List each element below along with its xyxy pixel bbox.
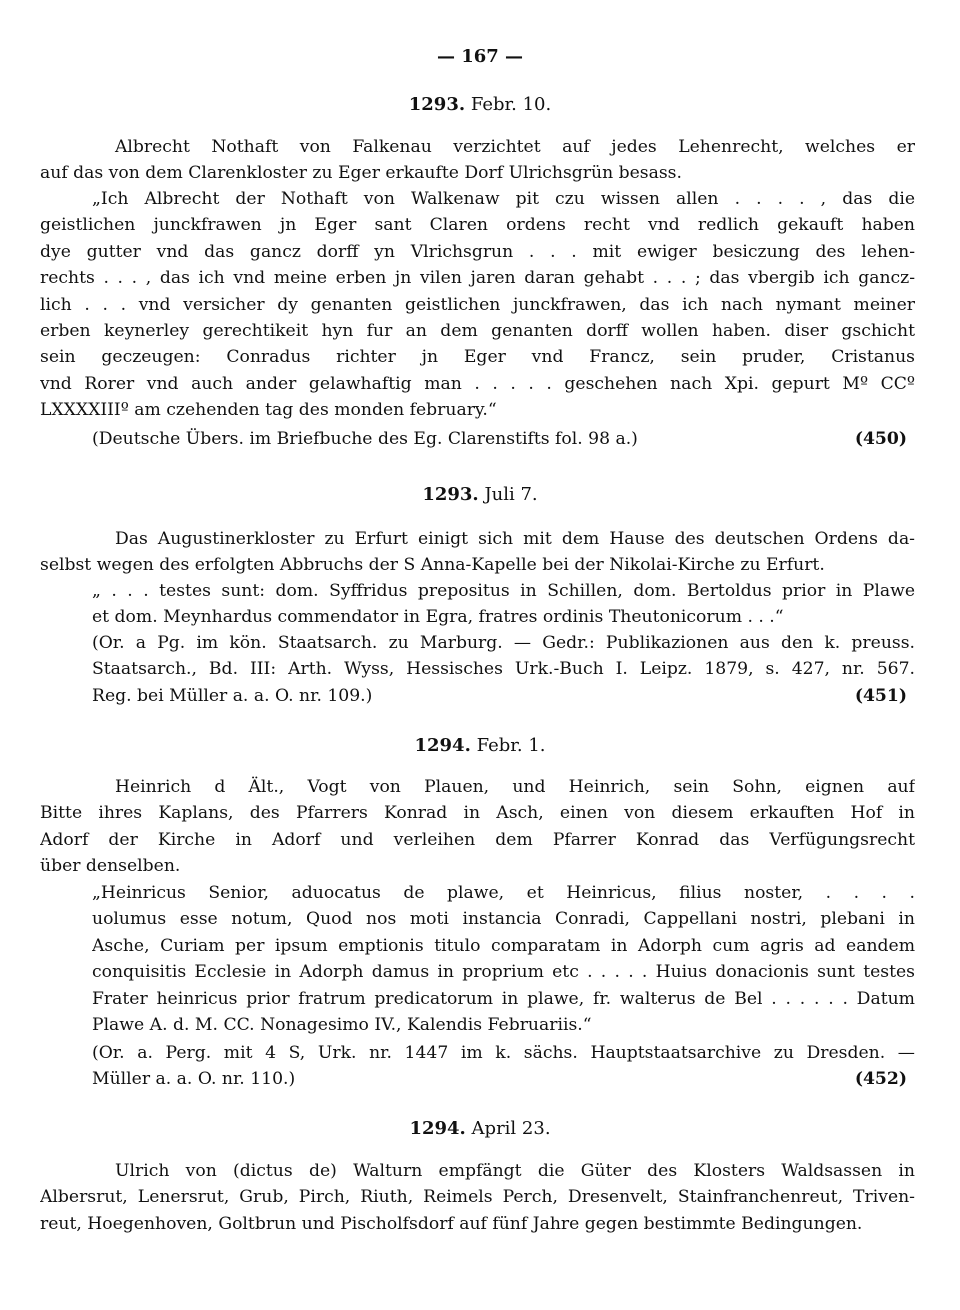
entry-number: (450): [854, 429, 907, 449]
text-line: rechts . . . , das ich vnd meine erben jn vilen jaren daran gehabt . . . ; das vbergib ich gancz-: [40, 268, 915, 289]
text-line: conquisitis Ecclesie in Adorph damus in proprium etc . . . . . Huius donacionis sunt testes: [92, 962, 915, 983]
text-line: Ulrich von (dictus de) Walturn empfängt die Güter des Klosters Waldsassen in: [115, 1161, 915, 1181]
text-line: geistlichen junckfrawen jn Eger sant Claren ordens recht vnd redlich gekauft haben: [40, 215, 915, 236]
text-line: Bitte ihres Kaplans, des Pfarrers Konrad in Asch, einen von diesem erkauften Hof in: [40, 803, 915, 824]
entry-quote: [92, 578, 915, 631]
entry-source: [92, 1040, 915, 1093]
text-line: Heinrich d Ält., Vogt von Plauen, und Heinrich, sein Sohn, eignen auf: [115, 777, 915, 797]
entry-quote: [40, 186, 915, 424]
entry-year: 1294.: [409, 1118, 466, 1139]
entry-number: (451): [854, 685, 907, 706]
entry-source: [92, 426, 907, 452]
text-line: et dom. Meynhardus commendator in Egra, fratres ordinis Theutonicorum . . .“: [92, 607, 784, 628]
text-line: LXXXXIIIº am czehenden tag des monden february.“: [40, 400, 497, 421]
text-line: „ . . . testes sunt: dom. Syffridus prepositus in Schillen, dom. Bertoldus prior in Plawe: [92, 581, 915, 601]
entry-year: 1293.: [408, 94, 466, 115]
entry-day: Febr. 1.: [476, 735, 546, 756]
text-line: uolumus esse notum, Quod nos moti instancia Conradi, Cappellani nostri, plebani in: [92, 909, 915, 930]
entry-summary: [40, 774, 915, 880]
text-line: vnd Rorer vnd auch ander gelawhaftig man . . . . . geschehen nach Xpi. gepurt Mº CCº: [40, 373, 915, 394]
text-line: Plawe A. d. M. CC. Nonagesimo IV., Kalendis Februariis.“: [92, 1014, 592, 1035]
entry-summary: [40, 134, 915, 187]
text-line: Adorf der Kirche in Adorf und verleihen dem Pfarrer Konrad das Verfügungsrecht: [40, 829, 915, 850]
entry-summary: [40, 526, 915, 579]
text-line: Asche, Curiam per ipsum emptionis titulo comparatam in Adorph cum agris ad eandem: [92, 935, 915, 956]
source-line: Staatsarch., Bd. III: Arth. Wyss, Hessisches Urk.-Buch I. Leipz. 1879, s. 427, nr. 567.: [92, 659, 915, 680]
entry-date: [0, 92, 960, 118]
entry-summary: [40, 1158, 915, 1237]
text-line: über denselben.: [40, 856, 181, 877]
entry-quote: [92, 880, 915, 1038]
source-text: (Deutsche Übers. im Briefbuche des Eg. Clarenstifts fol. 98 a.): [92, 429, 638, 449]
entry-day: Juli 7.: [484, 484, 538, 505]
entry-year: 1293.: [422, 484, 479, 505]
page-number: — 167 —: [436, 46, 524, 67]
text-line: Albersrut, Lenersrut, Grub, Pirch, Riuth, Reimels Perch, Dresenvelt, Stainfranchenreut, Triven-: [40, 1187, 915, 1208]
text-line: reut, Hoegenhoven, Goltbrun und Pischolfsdorf auf fünf Jahre gegen bestimmte Bedingungen.: [40, 1213, 863, 1234]
entry-source: [92, 630, 915, 709]
source-line: Müller a. a. O. nr. 110.): [92, 1069, 296, 1090]
text-line: Das Augustinerkloster zu Erfurt einigt sich mit dem Hause des deutschen Ordens da-: [115, 529, 915, 549]
text-line: „Ich Albrecht der Nothaft von Walkenaw pit czu wissen allen . . . . , das die: [92, 189, 915, 209]
text-line: sein geczeugen: Conradus richter jn Eger vnd Francz, sein pruder, Cristanus: [40, 347, 915, 368]
entry-date: [0, 482, 960, 508]
text-line: selbst wegen des erfolgten Abbruchs der S Anna-Kapelle bei der Nikolai-Kirche zu Erfurt.: [40, 555, 825, 576]
entry-number: (452): [854, 1069, 907, 1090]
entry-date: [0, 1116, 960, 1142]
text-line: erben keynerley gerechtikeit hyn fur an dem genanten dorff wollen haben. diser gschicht: [40, 320, 915, 341]
entry-year: 1294.: [414, 735, 471, 756]
entry-day: Febr. 10.: [470, 94, 552, 115]
text-line: Frater heinricus prior fratrum predicatorum in plawe, fr. walterus de Bel . . . . . . Datum: [92, 988, 915, 1009]
source-line: Reg. bei Müller a. a. O. nr. 109.): [92, 685, 373, 706]
entry-date: [0, 733, 960, 759]
text-line: „Heinricus Senior, aduocatus de plawe, et Heinricus, filius noster, . . . .: [92, 883, 915, 903]
text-line: lich . . . vnd versicher dy genanten geistlichen junckfrawen, das ich nach nymant meiner: [40, 294, 915, 315]
source-line: (Or. a Pg. im kön. Staatsarch. zu Marburg. — Gedr.: Publikazionen aus den k. preuss.: [92, 633, 915, 653]
text-line: Albrecht Nothaft von Falkenau verzichtet auf jedes Lehenrecht, welches er: [115, 137, 915, 157]
entry-day: April 23.: [471, 1118, 551, 1139]
text-line: dye gutter vnd das gancz dorff yn Vlrichsgrun . . . mit ewiger besiczung des lehen-: [40, 241, 915, 262]
source-line: (Or. a. Perg. mit 4 S, Urk. nr. 1447 im k. sächs. Hauptstaatsarchive zu Dresden. —: [92, 1043, 915, 1063]
text-line: auf das von dem Clarenkloster zu Eger erkaufte Dorf Ulrichsgrün besass.: [40, 163, 682, 184]
